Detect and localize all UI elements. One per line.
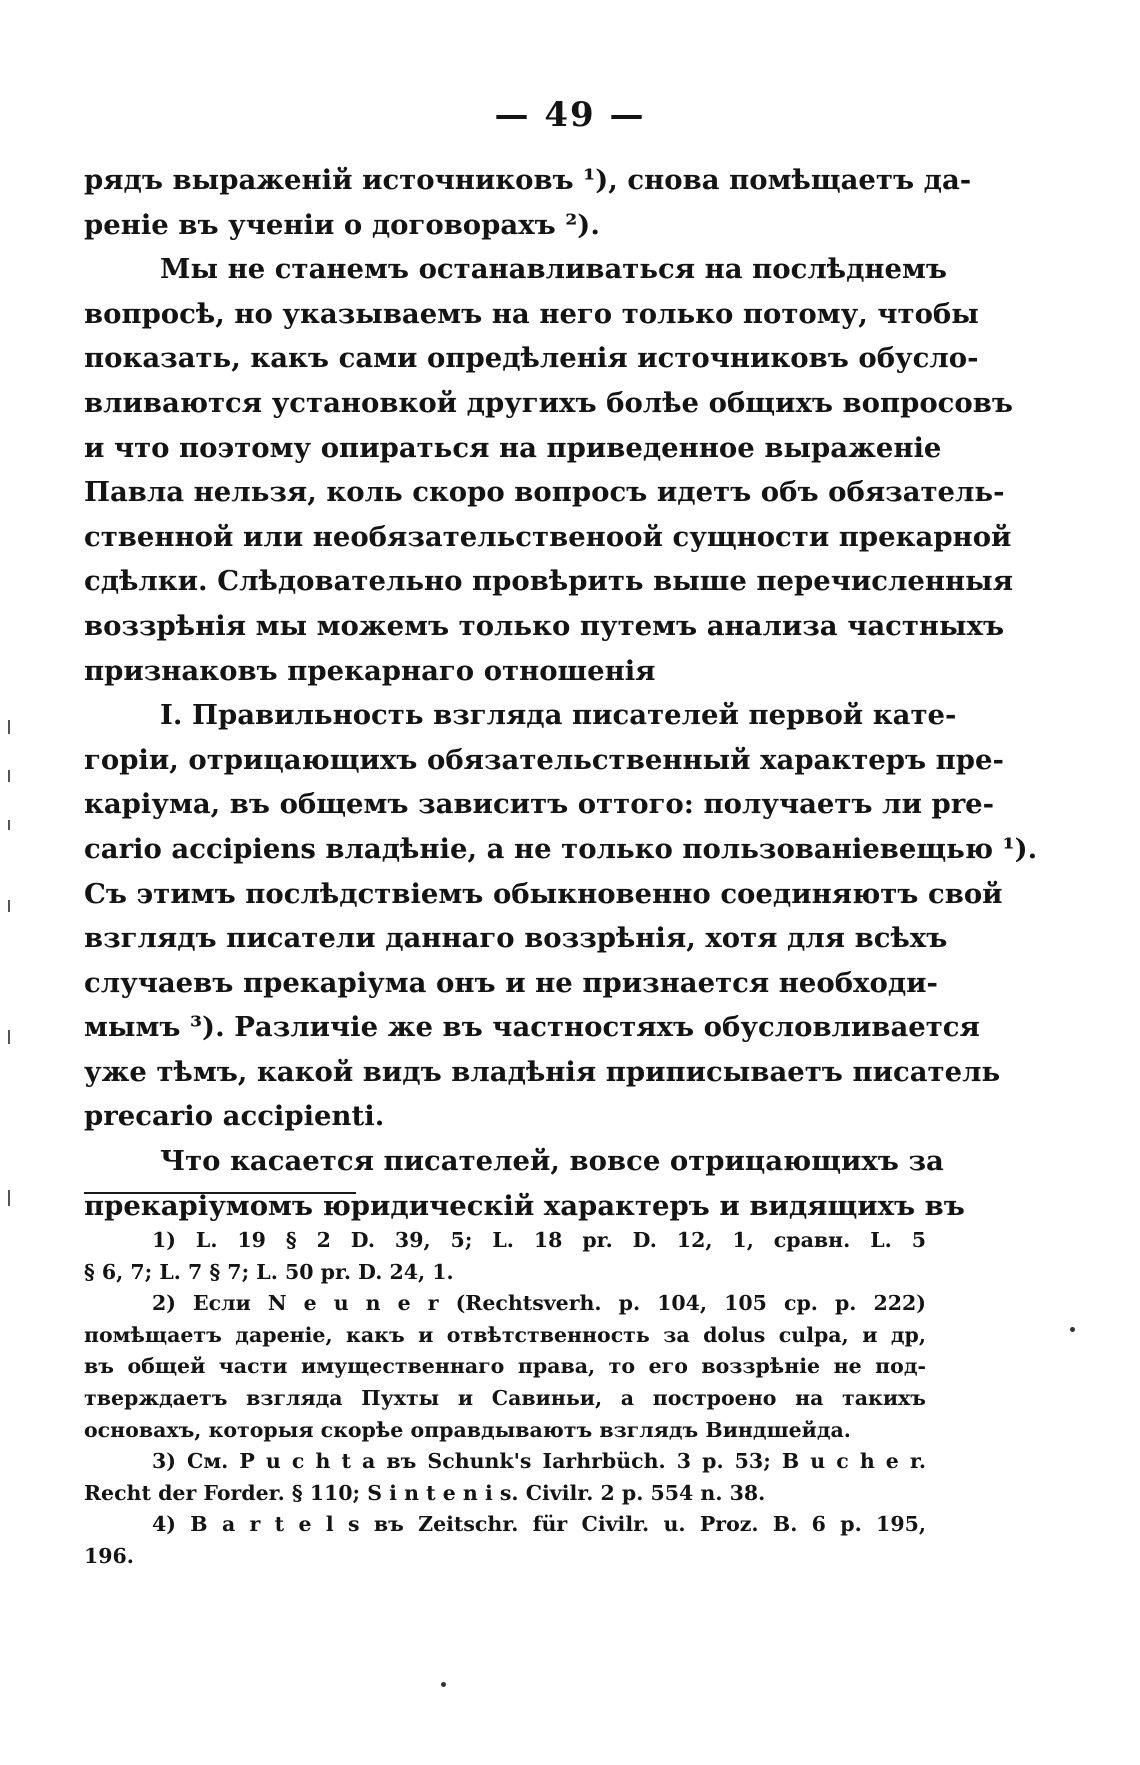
- text-line: реніе въ ученіи о договорахъ ²).: [84, 208, 600, 241]
- text-line: вливаются установкой другихъ болѣе общихъ вопросовъ: [84, 386, 1013, 419]
- text-line: горіи, отрицающихъ обязательственный характеръ пре-: [84, 743, 1004, 776]
- text-line: воззрѣнія мы можемъ только путемъ анализа частныхъ: [84, 609, 1005, 642]
- footnote-line: 2) Если N e u n e r (Rechtsverh. p. 104, 105 cp. p. 222): [152, 1291, 926, 1316]
- text-line: мымъ ³). Различіе же въ частностяхъ обусловливается: [84, 1011, 980, 1044]
- margin-mark: [8, 1190, 10, 1206]
- footnote-line: 1) L. 19 § 2 D. 39, 5; L. 18 pr. D. 12, 1, сравн. L. 5: [152, 1228, 926, 1252]
- print-speck: [1070, 1327, 1075, 1332]
- footnote-line: Recht der Forder. § 110; S i n t e n i s. Civilr. 2 p. 554 n. 38.: [84, 1480, 766, 1505]
- text-line: показать, какъ сами опредѣленія источниковъ обусло-: [84, 342, 979, 375]
- footnote-line: 4) B a r t e l s въ Zeitschr. für Civilr. u. Proz. B. 6 p. 195,: [152, 1512, 926, 1537]
- text-line: Съ этимъ послѣдствіемъ обыкновенно соединяютъ свой: [84, 877, 1003, 910]
- margin-mark: [8, 900, 10, 912]
- margin-mark: [8, 1030, 10, 1044]
- text-line: уже тѣмъ, какой видъ владѣнія приписываетъ писатель: [84, 1055, 1001, 1088]
- text-line: взглядъ писатели даннаго воззрѣнія, хотя для всѣхъ: [84, 922, 948, 955]
- text-line: Павла нельзя, коль скоро вопросъ идетъ объ обязатель-: [84, 476, 1005, 509]
- margin-mark: [8, 770, 10, 782]
- footnote-line: въ общей части имущественнаго права, то его воззрѣніе не под-: [84, 1354, 926, 1379]
- footnote-line: 3) См. P u c h t a въ Schunk's Iarhrbüch. 3 p. 53; B u c h e r.: [152, 1449, 926, 1474]
- text-line: I. Правильность взгляда писателей первой кате-: [160, 699, 957, 732]
- footnote-divider: [84, 1192, 356, 1194]
- text-line: вопросѣ, но указываемъ на него только потому, чтобы: [84, 297, 979, 330]
- text-line: сдѣлки. Слѣдовательно провѣрить выше перечисленныя: [84, 565, 1014, 598]
- text-line: рядъ выраженій источниковъ ¹), снова помѣщаетъ да-: [84, 164, 972, 196]
- main-text: [84, 158, 1038, 1228]
- margin-mark: [8, 720, 10, 734]
- text-line: прекаріумомъ юридическій характеръ и видящихъ въ: [84, 1189, 965, 1222]
- text-line: precario accipienti.: [84, 1100, 385, 1133]
- margin-mark: [8, 820, 10, 830]
- footnote-line: основахъ, которыя скорѣе оправдываютъ взглядъ Виндшейда.: [84, 1417, 851, 1442]
- print-speck: [441, 1682, 446, 1687]
- text-line: Мы не станемъ останавливаться на послѣднемъ: [160, 253, 948, 286]
- text-line: каріума, въ общемъ зависитъ оттого: получаетъ ли pre-: [84, 788, 995, 821]
- text-line: случаевъ прекаріума онъ и не признается необходи-: [84, 966, 938, 999]
- text-line: ственной или необязательственоой сущности прекарной: [84, 520, 1012, 553]
- text-line: cario accipiens владѣніе, а не только пользованіевещью ¹).: [84, 832, 1038, 865]
- footnotes: [84, 1225, 926, 1573]
- footnote-line: тверждаетъ взгляда Пухты и Савиньи, а построено на такихъ: [84, 1385, 926, 1410]
- footnote-line: помѣщаетъ дареніе, какъ и отвѣтственность за dolus culpa, и др,: [84, 1322, 926, 1347]
- margin-marks: [8, 700, 14, 1220]
- footnote-line: § 6, 7; L. 7 § 7; L. 50 pr. D. 24, 1.: [84, 1259, 454, 1284]
- text-line: признаковъ прекарнаго отношенія: [84, 654, 656, 687]
- text-line: и что поэтому опираться на приведенное выраженіе: [84, 431, 942, 464]
- page-number: — 49 —: [494, 95, 646, 135]
- text-line: Что касается писателей, вовсе отрицающихъ за: [160, 1145, 944, 1178]
- footnote-line: 196.: [84, 1543, 134, 1568]
